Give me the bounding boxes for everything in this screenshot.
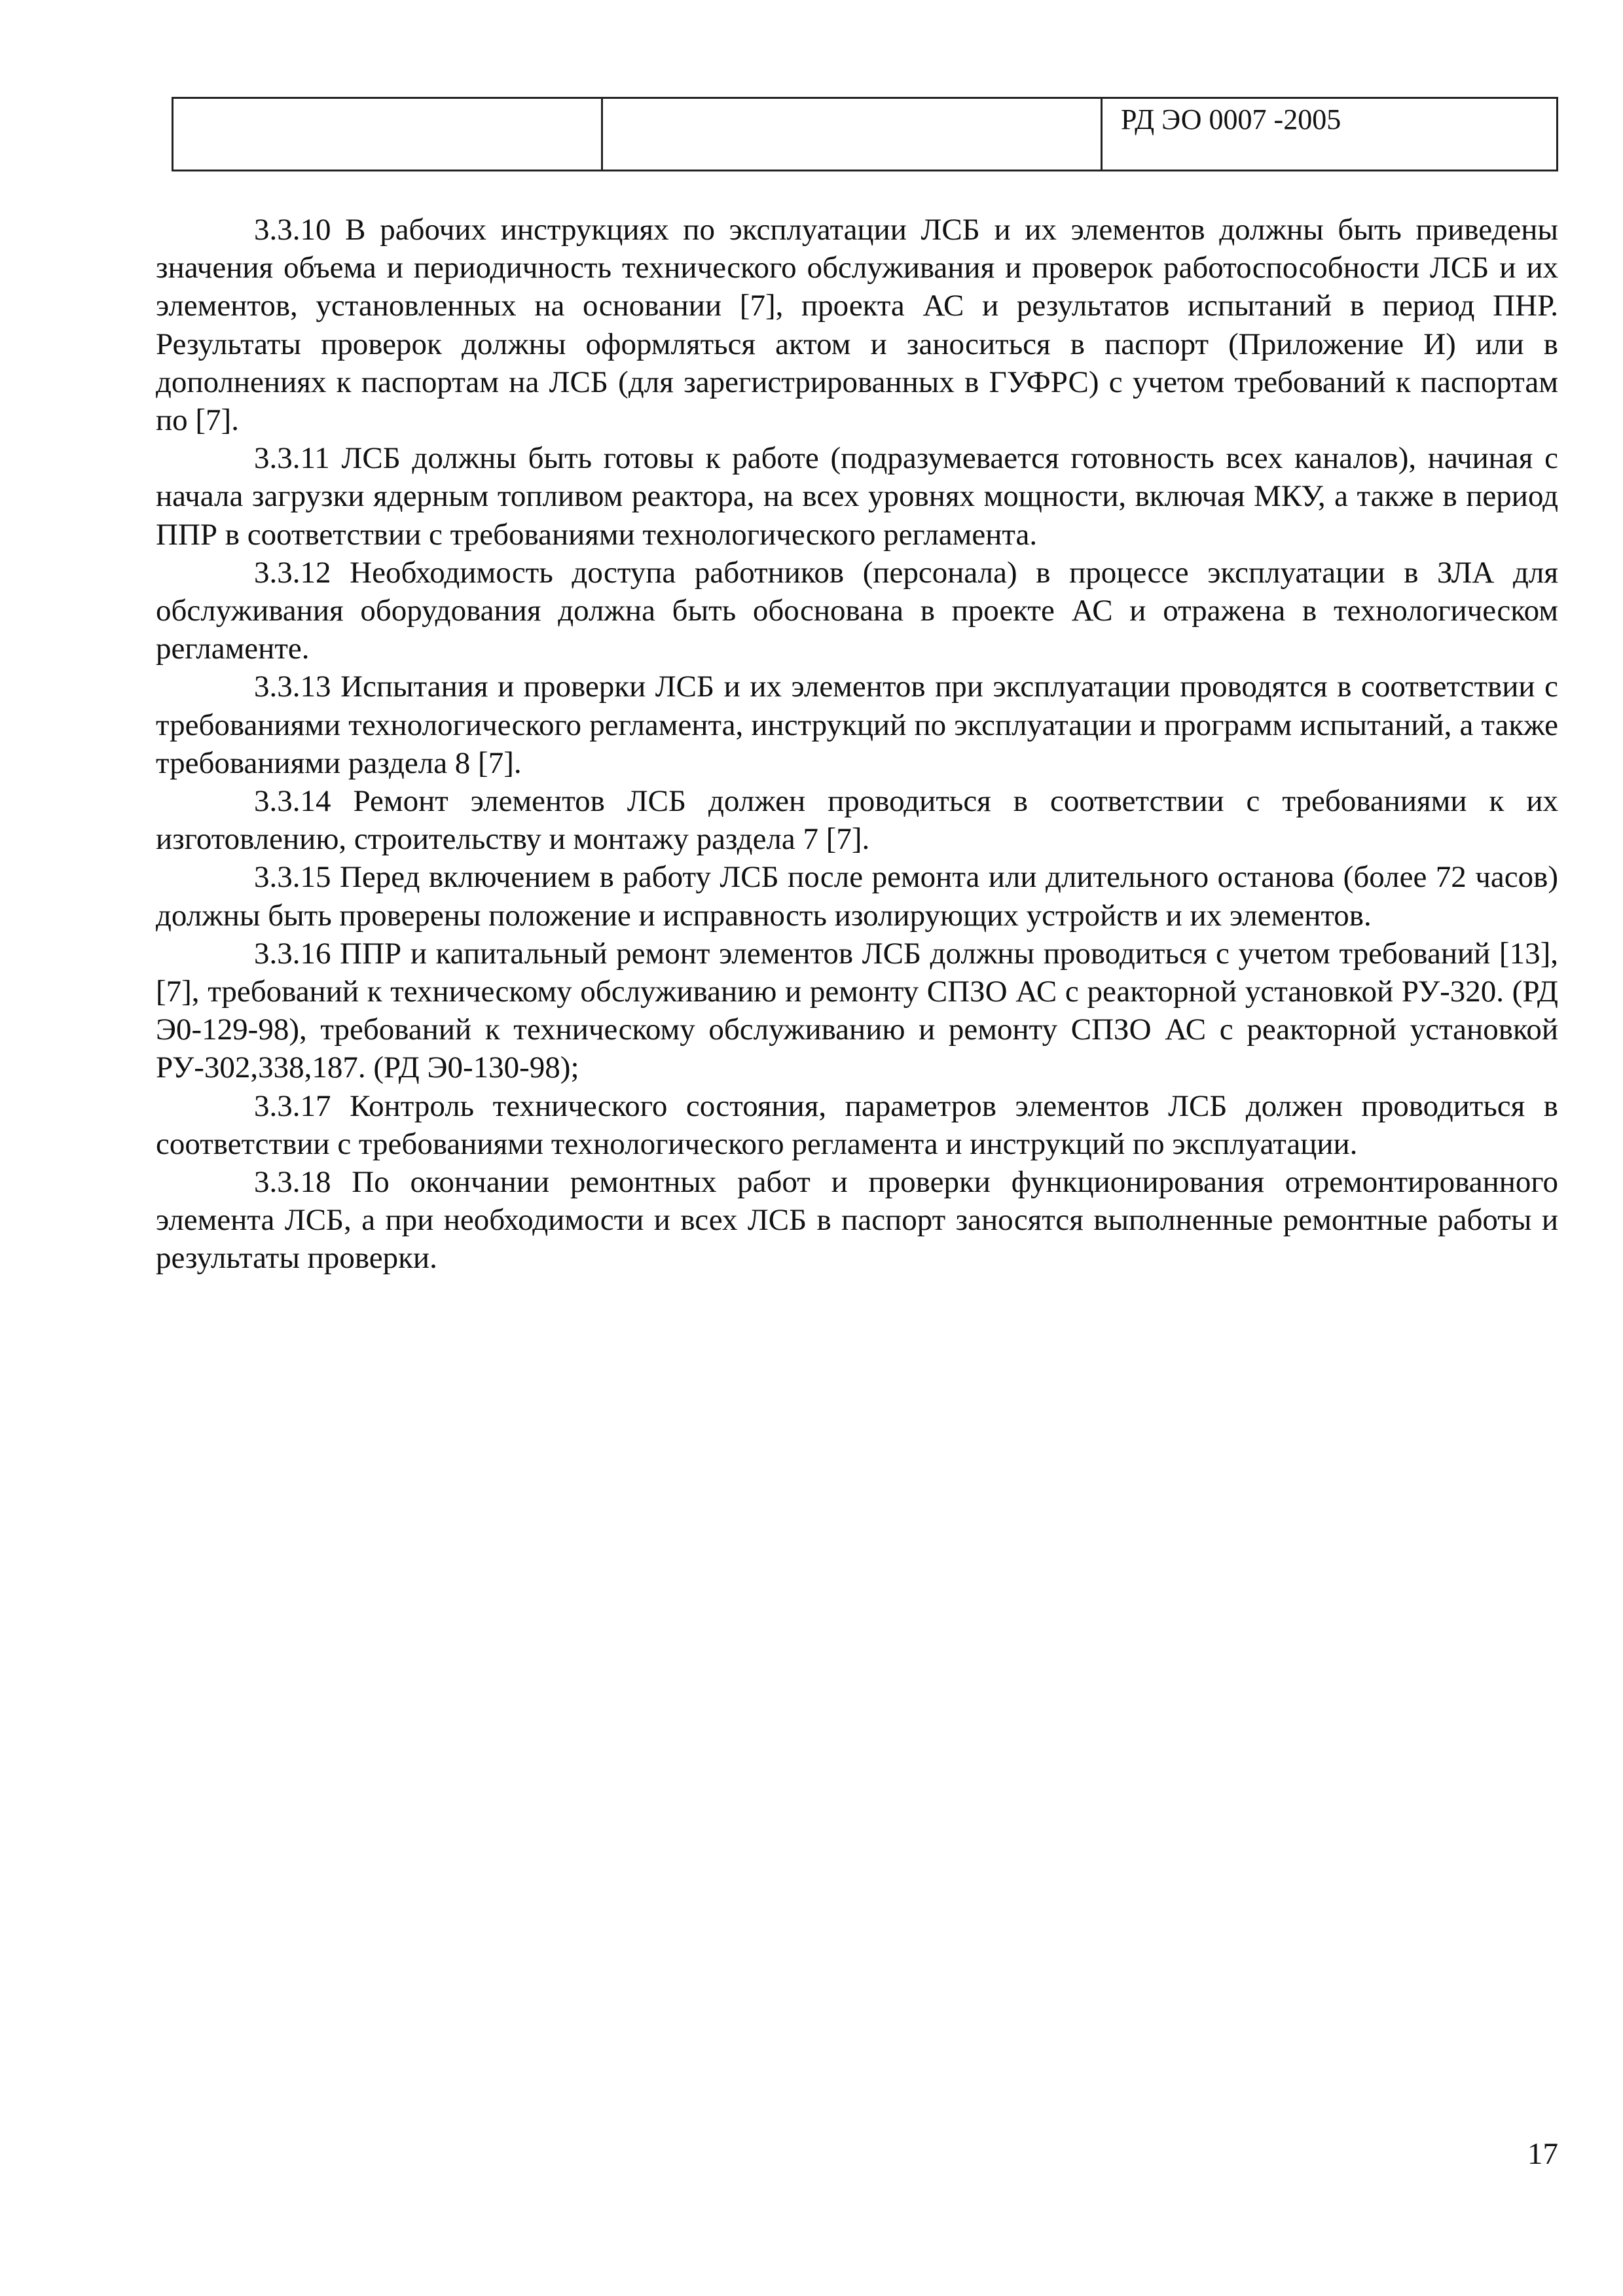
paragraph-3-3-13: 3.3.13 Испытания и проверки ЛСБ и их элементов при эксплуатации проводятся в соответствии с требованиями технологического регламента, инструкций по эксплуатации и программ испытаний, а также требованиями раздела 8 [7]. [156, 670, 1558, 780]
paragraph-3-3-12: 3.3.12 Необходимость доступа работников (персонала) в процессе эксплуатации в ЗЛА для обслуживания оборудования должна быть обоснована в проекте АС и отражена в технологическом регламенте. [156, 555, 1558, 666]
page-number: 17 [1527, 2137, 1558, 2171]
header-cell-middle [602, 98, 1102, 171]
paragraph-3-3-18: 3.3.18 По окончании ремонтных работ и проверки функционирования отремонтированного элемента ЛСБ, а при необходимости и всех ЛСБ в паспорт заносятся выполненные ремонтные работы и результаты проверки. [156, 1165, 1558, 1276]
paragraph-3-3-17: 3.3.17 Контроль технического состояния, параметров элементов ЛСБ должен проводиться в соответствии с требованиями технологического регламента и инструкций по эксплуатации. [156, 1088, 1558, 1161]
header-cell-left [173, 98, 602, 171]
paragraph-3-3-16: 3.3.16 ППР и капитальный ремонт элементов ЛСБ должны проводиться с учетом требований [13], [7], требований к техническому обслуживанию и ремонту СПЗО АС с реакторной установкой РУ-320. (РД Э0-129-98), требований к техническому обслуживанию и ремонту СПЗО АС с реакторной установкой РУ-302,338,187. (РД Э0-130-98); [156, 936, 1558, 1085]
paragraph-3-3-15: 3.3.15 Перед включением в работу ЛСБ после ремонта или длительного останова (более 72 часов) должны быть проверены положение и исправность изолирующих устройств и их элементов. [156, 860, 1558, 933]
header-row [173, 98, 1558, 171]
document-code: РД ЭО 0007 -2005 [1102, 98, 1558, 171]
paragraph-3-3-10: 3.3.10 В рабочих инструкциях по эксплуатации ЛСБ и их элементов должны быть приведены значения объема и периодичность технического обслуживания и проверок работоспособности ЛСБ и их элементов, установленных на основании [7], проекта АС и результатов испытаний в период ПНР. Результаты проверок должны оформляться актом и заноситься в паспорт (Приложение И) или в дополнениях к паспортам на ЛСБ (для зарегистрированных в ГУФРС) с учетом требований к паспортам по [7]. [156, 213, 1558, 438]
paragraph-3-3-11: 3.3.11 ЛСБ должны быть готовы к работе (подразумевается готовность всех каналов), начиная с начала загрузки ядерным топливом реактора, на всех уровнях мощности, включая МКУ, а также в период ППР в соответствии с требованиями технологического регламента. [156, 441, 1558, 552]
document-body [156, 211, 1558, 1278]
header-table [172, 97, 1558, 171]
paragraph-3-3-14: 3.3.14 Ремонт элементов ЛСБ должен проводиться в соответствии с требованиями к их изготовлению, строительству и монтажу раздела 7 [7]. [156, 784, 1558, 857]
